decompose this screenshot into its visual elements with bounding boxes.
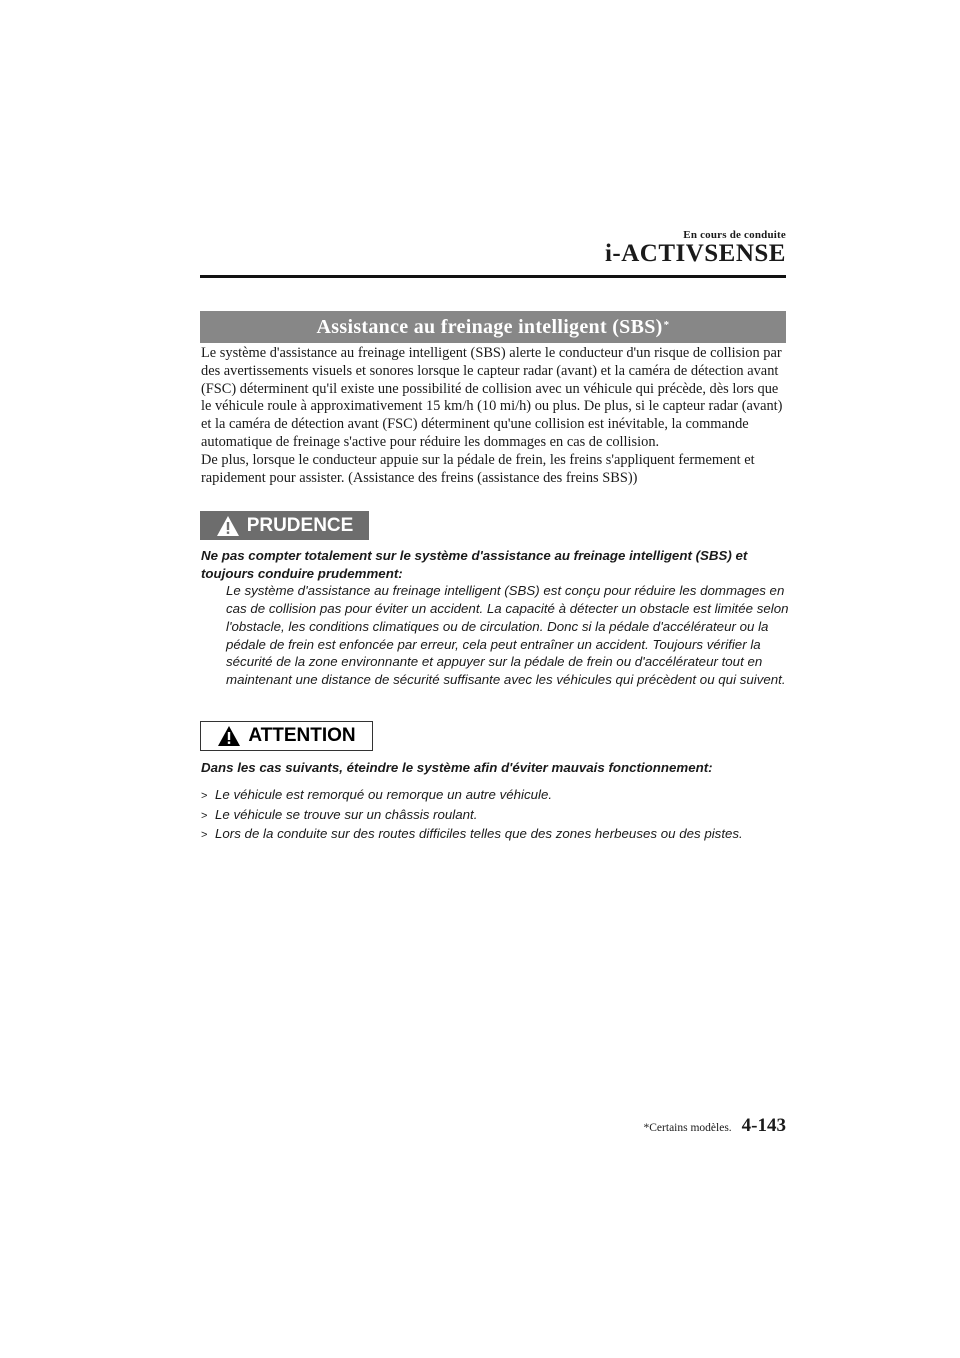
caution-detail: Le système d'assistance au freinage intelligent (SBS) est conçu pour réduire les dommages en cas de collision pas pour éviter un accident. La capacité à détecter un obstacle est limitée selon l'obstacle, les conditions climatiques ou de circulation. Donc si la pédale d'accélérateur ou la pédale de frein est enfoncée par erreur, cela peut entraîner un accident. Toujours vérifier la sécurité de la zone environnante et appuyer sur la pédale de frein ou d'accélérateur tout en maintenant une distance de sécurité suffisante avec les véhicules qui précèdent ou qui suivent. <box>226 583 789 687</box>
model-marker: * <box>663 319 670 331</box>
caution-lead: Ne pas compter totalement sur le système d'assistance au freinage intelligent (SBS) et toujours conduire prudemment: <box>201 548 748 581</box>
list-item <box>201 806 791 826</box>
body-text <box>201 345 791 487</box>
attention-block <box>201 759 791 777</box>
warning-icon <box>217 725 241 747</box>
attention-list <box>201 786 791 845</box>
body-paragraph-2: De plus, lorsque le conducteur appuie sur la pédale de frein, les freins s'appliquent fermement et rapidement pour assister. (Assistance des freins (assistance des freins SBS)) <box>201 451 755 486</box>
warning-icon <box>216 515 240 537</box>
list-item <box>201 786 791 806</box>
body-paragraph-1: Le système d'assistance au freinage intelligent (SBS) alerte le conducteur d'un risque de collision par des avertissements visuels et sonores lorsque le capteur radar (avant) et la caméra de détection avant (FSC) déterminent qu'il existe une possibilité de collision avec un véhicule qui précède, dès lors que le véhicule roule à approximativement 15 km/h (10 mi/h) ou plus. De plus, si le capteur radar (avant) et la caméra de détection avant (FSC) déterminent qu'une collision est inévitable, la commande automatique de freinage s'active pour réduire les dommages en cas de collision. <box>201 345 783 450</box>
attention-label-box <box>200 721 373 751</box>
attention-lead: Dans les cas suivants, éteindre le système afin d'éviter mauvais fonctionnement: <box>201 760 713 775</box>
list-item <box>201 825 791 845</box>
attention-label: ATTENTION <box>248 725 356 746</box>
caution-label: PRUDENCE <box>246 514 354 536</box>
list-item-text: Le véhicule est remorqué ou remorque un autre véhicule. <box>215 787 553 802</box>
header-rule <box>200 275 786 278</box>
page-footer <box>644 1115 786 1137</box>
page-number: 4-143 <box>741 1115 786 1136</box>
chevron-right-icon: > <box>201 790 208 802</box>
caution-label-box <box>200 511 369 540</box>
section-header: En cours de conduite <box>683 229 786 241</box>
list-item-text: Lors de la conduite sur des routes difficiles telles que des zones herbeuses ou des pistes. <box>215 826 743 841</box>
chapter-title: i-ACTIVSENSE <box>604 240 786 267</box>
list-item-text: Le véhicule se trouve sur un châssis roulant. <box>215 806 478 822</box>
chevron-right-icon: > <box>201 829 208 841</box>
section-title-bar <box>200 311 786 343</box>
chevron-right-icon: > <box>201 809 208 822</box>
section-title: Assistance au freinage intelligent (SBS) <box>316 315 663 338</box>
footnote: *Certains modèles. <box>643 1122 732 1134</box>
caution-block <box>201 547 791 689</box>
